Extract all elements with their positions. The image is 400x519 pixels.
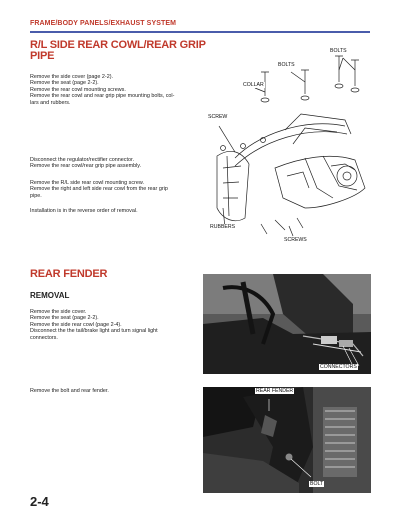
step-line: Remove the rear cowl and rear grip pipe mounting bolts, col- bbox=[30, 93, 175, 100]
rear-cowl-exploded-diagram bbox=[205, 48, 375, 253]
label-bolt: BOLT bbox=[310, 481, 324, 487]
label-rear-fender: REAR FENDER bbox=[256, 388, 294, 394]
step-line: Remove the side rear cowl (page 2-4). bbox=[30, 321, 122, 328]
label-bolts-right: BOLTS bbox=[330, 48, 347, 54]
label-connectors: CONNECTORS bbox=[320, 364, 357, 370]
step-line: pipe. bbox=[30, 192, 42, 199]
page-number: 2-4 bbox=[30, 494, 49, 509]
section-title-rear-cowl: R/L SIDE REAR COWL/REAR GRIP PIPE bbox=[30, 39, 206, 62]
step-line: Remove the rear cowl/rear grip pipe assembly. bbox=[30, 163, 142, 170]
step-line: Remove the seat (page 2-2). bbox=[30, 80, 99, 87]
step-line: Disconnect the the tail/brake light and turn signal light bbox=[30, 328, 158, 335]
step-line: connectors. bbox=[30, 334, 58, 341]
step-line: Remove the seat (page 2-2). bbox=[30, 315, 99, 322]
rear-cowl-steps-b bbox=[30, 157, 205, 170]
step-line: lars and rubbers. bbox=[30, 99, 71, 106]
label-rubbers: RUBBERS bbox=[210, 224, 236, 230]
rear-fender-photo-drawing bbox=[203, 387, 371, 493]
step-line: Remove the right and left side rear cowl from the rear grip bbox=[30, 186, 168, 193]
rear-fender-step-b: Remove the bolt and rear fender. bbox=[30, 388, 109, 394]
step-line: Remove the R/L side rear cowl mounting screw. bbox=[30, 180, 144, 186]
label-screws: SCREWS bbox=[284, 237, 307, 243]
step-line: Disconnect the regulator/rectifier connector. bbox=[30, 157, 134, 163]
step-line: Remove the rear cowl mounting screws. bbox=[30, 86, 126, 93]
step-line: Remove the side cover. bbox=[30, 309, 87, 315]
header-divider bbox=[30, 31, 370, 33]
installation-note: Installation is in the reverse order of removal. bbox=[30, 208, 138, 214]
connectors-photo-drawing bbox=[203, 274, 371, 374]
label-collar: COLLAR bbox=[243, 82, 264, 88]
section-title-rear-fender: REAR FENDER bbox=[30, 268, 108, 280]
photo-rear-fender bbox=[203, 387, 371, 493]
diagram-drawing bbox=[205, 48, 375, 253]
label-bolts-mid: BOLTS bbox=[278, 62, 295, 68]
chapter-header: FRAME/BODY PANELS/EXHAUST SYSTEM bbox=[30, 20, 177, 27]
label-screw: SCREW bbox=[208, 114, 228, 120]
step-line: Remove the side cover (page 2-2). bbox=[30, 74, 113, 80]
photo-connectors bbox=[203, 274, 371, 374]
rear-cowl-steps-c bbox=[30, 180, 205, 199]
subsection-title-removal: REMOVAL bbox=[30, 291, 70, 300]
rear-fender-steps-a bbox=[30, 309, 200, 341]
rear-cowl-steps-a bbox=[30, 74, 205, 106]
